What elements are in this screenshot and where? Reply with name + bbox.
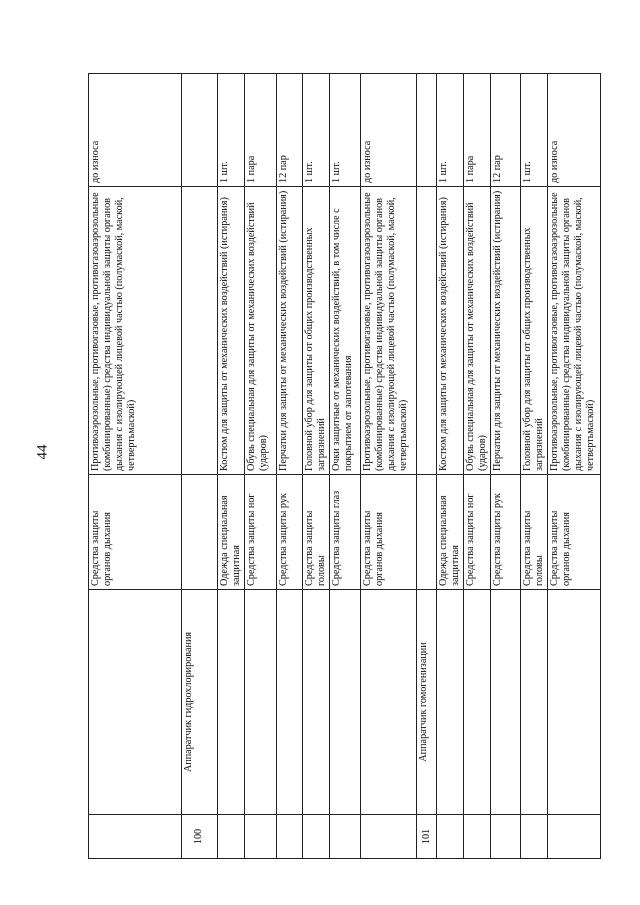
profession-cell: [491, 590, 521, 815]
profession-cell: Аппаратчик гомогенизации: [417, 590, 437, 815]
profession-cell: [245, 590, 277, 815]
row-number-cell: 101: [417, 815, 437, 859]
table-row: [277, 74, 303, 859]
row-number-cell: [330, 815, 361, 859]
ppe-norms-table: [88, 73, 601, 859]
ppe-item-cell: Головной убор для защиты от общих производственных загрязнений: [521, 187, 548, 475]
norm-cell: 1 шт.: [521, 74, 548, 187]
ppe-type-cell: Средства защиты глаз: [330, 475, 361, 590]
ppe-type-cell: Одежда специальная защитная: [218, 475, 245, 590]
ppe-item-cell: [417, 187, 437, 475]
ppe-item-cell: Очки защитные от механических воздействий, в том числе с покрытием от запотевания: [330, 187, 361, 475]
table-row: [89, 74, 182, 859]
ppe-type-cell: Средства защиты головы: [303, 475, 330, 590]
row-number-cell: [548, 815, 601, 859]
ppe-item-cell: Перчатки для защиты от механических воздействий (истирания): [491, 187, 521, 475]
norm-cell: до износа: [89, 74, 182, 187]
ppe-type-cell: Средства защиты головы: [521, 475, 548, 590]
profession-cell: [548, 590, 601, 815]
ppe-type-cell: Средства защиты органов дыхания: [89, 475, 182, 590]
table-row: [437, 74, 464, 859]
ppe-type-cell: [182, 475, 218, 590]
norm-cell: [182, 74, 218, 187]
ppe-item-cell: Костюм для защиты от механических воздействий (истирания): [437, 187, 464, 475]
profession-cell: [277, 590, 303, 815]
table-row: [245, 74, 277, 859]
row-number-cell: [277, 815, 303, 859]
row-number-cell: [89, 815, 182, 859]
table-row: [417, 74, 437, 859]
ppe-type-cell: Средства защиты рук: [277, 475, 303, 590]
profession-cell: [361, 590, 417, 815]
row-number-cell: [245, 815, 277, 859]
ppe-type-cell: Средства защиты ног: [464, 475, 491, 590]
row-number-cell: [437, 815, 464, 859]
profession-cell: [218, 590, 245, 815]
norm-cell: до износа: [548, 74, 601, 187]
table-row: [548, 74, 601, 859]
norm-cell: [417, 74, 437, 187]
ppe-item-cell: Противоаэрозольные, противогазовые, противогазоаэрозольные (комбинированные) средства индивидуальной защиты органов дыхания с изолирующей лицевой частью (полумаской, маской, четвертьмаской): [89, 187, 182, 475]
ppe-type-cell: Средства защиты ног: [245, 475, 277, 590]
table-row: [464, 74, 491, 859]
ppe-item-cell: Обувь специальная для защиты от механических воздействий (ударов): [245, 187, 277, 475]
row-number-cell: 100: [182, 815, 218, 859]
profession-cell: Аппаратчик гидрохлорирования: [182, 590, 218, 815]
table-row: [521, 74, 548, 859]
profession-cell: [464, 590, 491, 815]
profession-cell: [437, 590, 464, 815]
norm-cell: 1 пара: [245, 74, 277, 187]
ppe-item-cell: Костюм для защиты от механических воздействий (истирания): [218, 187, 245, 475]
rotated-table-wrapper: [88, 74, 597, 859]
profession-cell: [330, 590, 361, 815]
norm-cell: 1 шт.: [303, 74, 330, 187]
ppe-type-cell: Средства защиты органов дыхания: [361, 475, 417, 590]
ppe-item-cell: Обувь специальная для защиты от механических воздействий (ударов): [464, 187, 491, 475]
ppe-item-cell: Противоаэрозольные, противогазовые, противогазоаэрозольные (комбинированные) средства индивидуальной защиты органов дыхания с изолирующей лицевой частью (полумаской, маской, четвертьмаской): [361, 187, 417, 475]
row-number-cell: [361, 815, 417, 859]
ppe-item-cell: [182, 187, 218, 475]
ppe-item-cell: Головной убор для защиты от общих производственных загрязнений: [303, 187, 330, 475]
norm-cell: 1 шт.: [437, 74, 464, 187]
ppe-type-cell: Средства защиты органов дыхания: [548, 475, 601, 590]
ppe-type-cell: [417, 475, 437, 590]
table-row: [303, 74, 330, 859]
table-row: [330, 74, 361, 859]
norm-cell: 1 шт.: [330, 74, 361, 187]
norm-cell: до износа: [361, 74, 417, 187]
table-row: [218, 74, 245, 859]
profession-cell: [89, 590, 182, 815]
row-number-cell: [521, 815, 548, 859]
profession-cell: [303, 590, 330, 815]
table-row: [182, 74, 218, 859]
ppe-item-cell: Перчатки для защиты от механических воздействий (истирания): [277, 187, 303, 475]
norm-cell: 1 шт.: [218, 74, 245, 187]
table-row: [491, 74, 521, 859]
page-number: 44: [34, 444, 51, 460]
ppe-item-cell: Противоаэрозольные, противогазовые, противогазоаэрозольные (комбинированные) средства индивидуальной защиты органов дыхания с изолирующей лицевой частью (полумаской, маской, четвертьмаской): [548, 187, 601, 475]
row-number-cell: [303, 815, 330, 859]
row-number-cell: [464, 815, 491, 859]
row-number-cell: [491, 815, 521, 859]
profession-cell: [521, 590, 548, 815]
ppe-type-cell: Средства защиты рук: [491, 475, 521, 590]
norm-cell: 12 пар: [277, 74, 303, 187]
ppe-type-cell: Одежда специальная защитная: [437, 475, 464, 590]
table-row: [361, 74, 417, 859]
norm-cell: 1 пара: [464, 74, 491, 187]
norm-cell: 12 пар: [491, 74, 521, 187]
row-number-cell: [218, 815, 245, 859]
